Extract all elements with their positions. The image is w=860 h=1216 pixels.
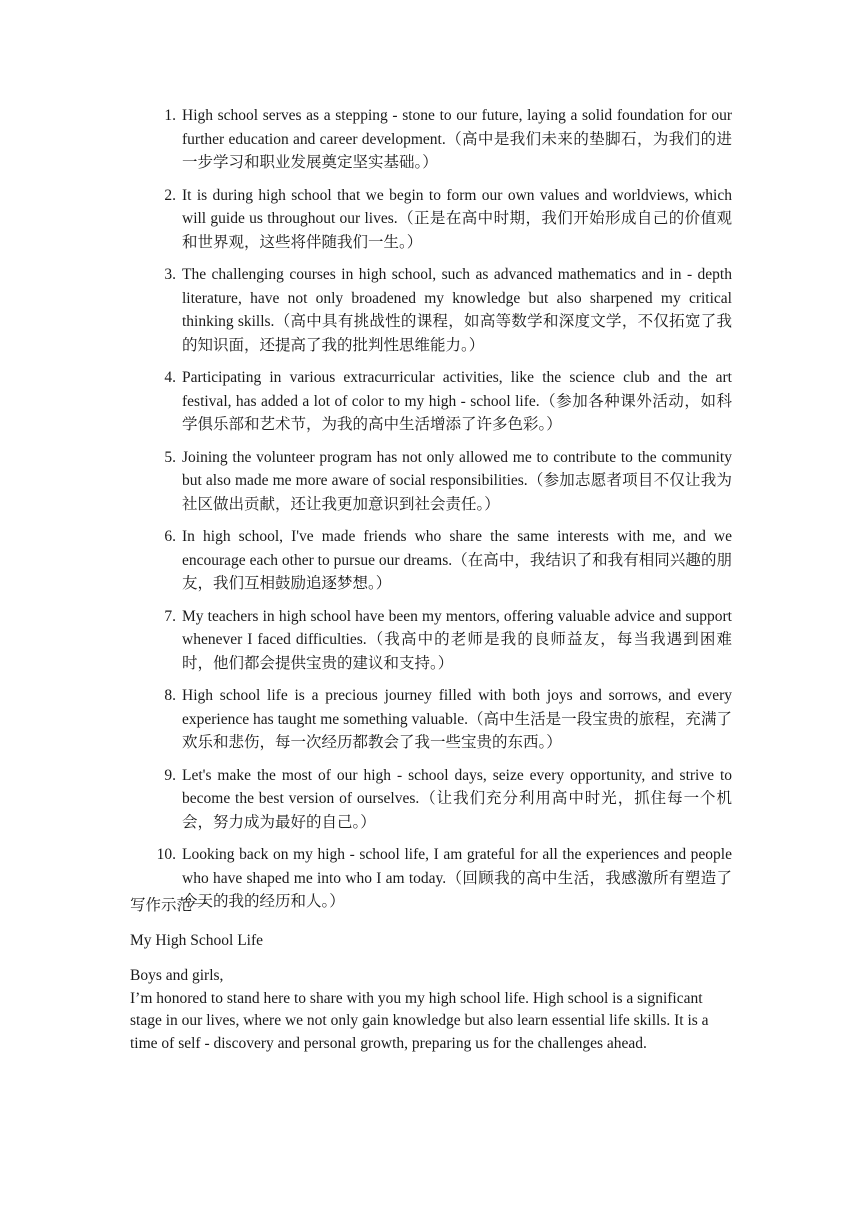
list-item [152,184,732,255]
list-item [152,764,732,835]
list-item [152,684,732,755]
list-text: High school serves as a stepping - stone to our future, laying a solid foundation for our further education and career development.（高中是我们未来的垫脚石，为我们的进一步学习和职业发展奠定坚实基础。） [182,107,732,171]
list-text: In high school, I've made friends who share the same interests with me, and we encourage each other to pursue our dreams.（在高中，我结识了和我有相同兴趣的朋友，我们互相鼓励追逐梦想。） [182,528,732,592]
list-number: 8. [164,687,176,704]
section-label: 写作示范一 [130,897,208,914]
list-item [152,525,732,596]
list-item [152,366,732,437]
essay-greeting: Boys and girls, [130,967,224,984]
list-number: 4. [164,369,176,386]
list-text: Participating in various extracurricular activities, like the science club and the art festival, has added a lot of color to my high - school life.（参加各种课外活动，如科学俱乐部和艺术节，为我的高中生活增添了许多色彩。） [182,369,732,433]
list-number: 6. [164,528,176,545]
list-number: 3. [164,266,176,283]
list-text: Let's make the most of our high - school days, seize every opportunity, and strive to become the best version of ourselves.（让我们充分利用高中时光，抓住每一个机会，努力成为最好的自己。） [182,766,732,831]
list-item [152,446,732,517]
list-number: 9. [164,766,176,784]
sentence-list [152,104,732,923]
list-number: 7. [164,607,176,625]
list-text: Joining the volunteer program has not only allowed me to contribute to the community but also made me more aware of social responsibilities.（参加志愿者项目不仅让我为社区做出贡献，还让我更加意识到社会责任。） [182,448,732,513]
essay-paragraph: I’m honored to stand here to share with you my high school life. High school is a significant stage in our lives, where we not only gain knowledge but also learn essential life skills. It is a time of self - discovery and personal growth, preparing us for the challenges ahead. [130,989,709,1052]
list-item [152,843,732,914]
list-item [152,263,732,357]
list-number: 5. [164,448,176,466]
list-number: 10. [156,846,176,863]
essay-body [130,965,730,1055]
list-text: High school life is a precious journey filled with both joys and sorrows, and every experience has taught me something valuable.（高中生活是一段宝贵的旅程，充满了欢乐和悲伤，每一次经历都教会了我一些宝贵的东西。） [182,687,732,751]
list-text: The challenging courses in high school, such as advanced mathematics and in - depth literature, have not only broadened my knowledge but also sharpened my critical thinking skills.（高中具有挑战性的课程，如高等数学和深度文学，不仅拓宽了我的知识面，还提高了我的批判性思维能力。） [182,266,732,354]
list-number: 1. [164,107,176,124]
list-text: My teachers in high school have been my mentors, offering valuable advice and support whenever I faced difficulties.（我高中的老师是我的良师益友，每当我遇到困难时，他们都会提供宝贵的建议和支持。） [182,607,732,672]
list-text: Looking back on my high - school life, I am grateful for all the experiences and people who have shaped me into who I am today.（回顾我的高中生活，我感激所有塑造了今天的我的经历和人。） [182,846,732,910]
list-item [152,104,732,175]
list-item [152,605,732,676]
essay-title: My High School Life [130,932,264,949]
list-number: 2. [164,186,176,204]
list-text: It is during high school that we begin to form our own values and worldviews, which will guide us throughout our lives.（正是在高中时期，我们开始形成自己的价值观和世界观，这些将伴随我们一生。） [182,186,732,251]
